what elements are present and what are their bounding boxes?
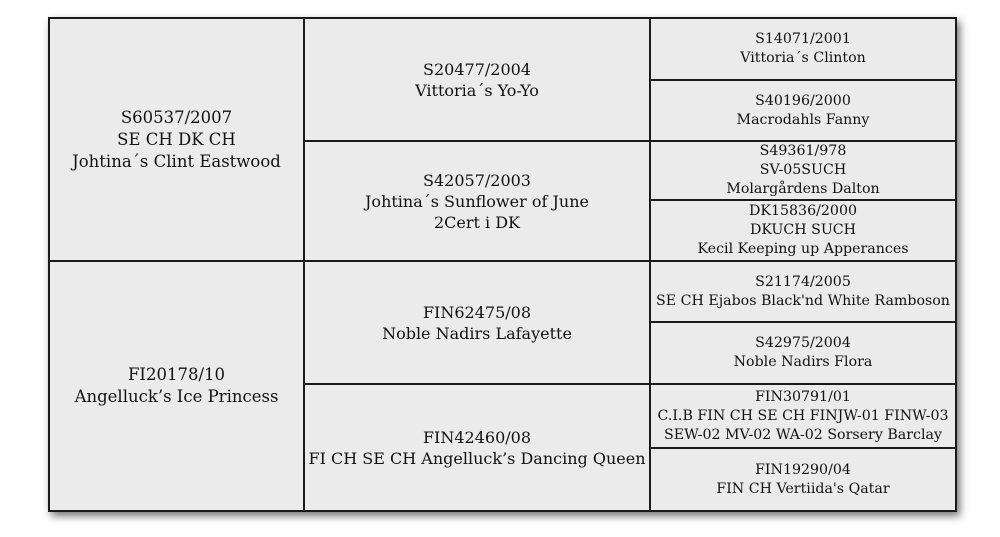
sire-dam-sire-cell [650,141,956,200]
sire-title: SE CH DK CH [117,129,236,149]
dam-cell [49,261,304,511]
sire-sire-sire-cell [650,18,956,80]
sire-dam-dam-title: DKUCH SUCH [749,222,857,238]
sire-dam-cell [304,141,650,261]
dam-dam-sire-name: SEW-02 MV-02 WA-02 Sorsery Barclay [664,426,942,443]
dam-sire-dam-name: Noble Nadirs Flora [733,354,873,370]
sire-sire-dam-reg: S40196/2000 [755,92,851,109]
sire-dam-dam-name: Kecil Keeping up Apperances [697,241,909,257]
sire-dam-sire-title: SV-05SUCH [759,162,847,178]
sire-reg: S60537/2007 [120,107,233,127]
sire-dam-note: 2Cert i DK [433,212,521,232]
dam-sire-reg: FIN62475/08 [422,302,532,322]
sire-dam-sire-name: Molargårdens Dalton [726,181,880,197]
sire-dam-dam-cell [650,200,956,261]
dam-sire-sire-name: SE CH Ejabos Black'nd White Ramboson [656,292,950,309]
dam-dam-name: FI CH SE CH Angelluck’s Dancing Queen [308,448,646,468]
sire-sire-name: Vittoria´s Yo-Yo [415,80,539,100]
dam-name: Angelluck’s Ice Princess [74,387,279,406]
dam-sire-sire-cell [650,261,956,322]
sire-sire-reg: S20477/2004 [423,59,531,79]
sire-dam-sire-reg: S49361/978 [759,143,847,159]
sire-sire-dam-name: Macrodahls Fanny [736,111,870,128]
dam-sire-cell [304,261,650,384]
dam-dam-dam-name: FIN CH Vertiida's Qatar [716,480,890,497]
dam-sire-dam-reg: S42975/2004 [755,335,851,351]
sire-cell [49,18,304,261]
dam-reg: FI20178/10 [127,365,225,384]
sire-sire-dam-cell [650,80,956,141]
dam-dam-dam-cell [650,448,956,511]
dam-sire-sire-reg: S21174/2005 [755,273,851,290]
dam-dam-sire-reg: FIN30791/01 [755,388,851,405]
dam-dam-dam-reg: FIN19290/04 [755,461,851,478]
dam-dam-sire-title: C.I.B FIN CH SE CH FINJW-01 FINW-03 [657,407,949,424]
dam-sire-name: Noble Nadirs Lafayette [382,323,572,343]
sire-name: Johtina´s Clint Eastwood [72,151,281,171]
sire-sire-sire-reg: S14071/2001 [755,31,851,47]
sire-dam-dam-reg: DK15836/2000 [749,203,857,219]
pedigree-table [48,17,957,512]
dam-dam-cell [304,384,650,511]
dam-sire-dam-cell [650,322,956,384]
sire-sire-cell [304,18,650,141]
sire-sire-sire-name: Vittoria´s Clinton [740,50,866,66]
sire-dam-reg: S42057/2003 [423,170,531,190]
sire-dam-name: Johtina´s Sunflower of June [365,191,589,211]
dam-dam-reg: FIN42460/08 [422,427,532,447]
dam-dam-sire-cell [650,384,956,448]
